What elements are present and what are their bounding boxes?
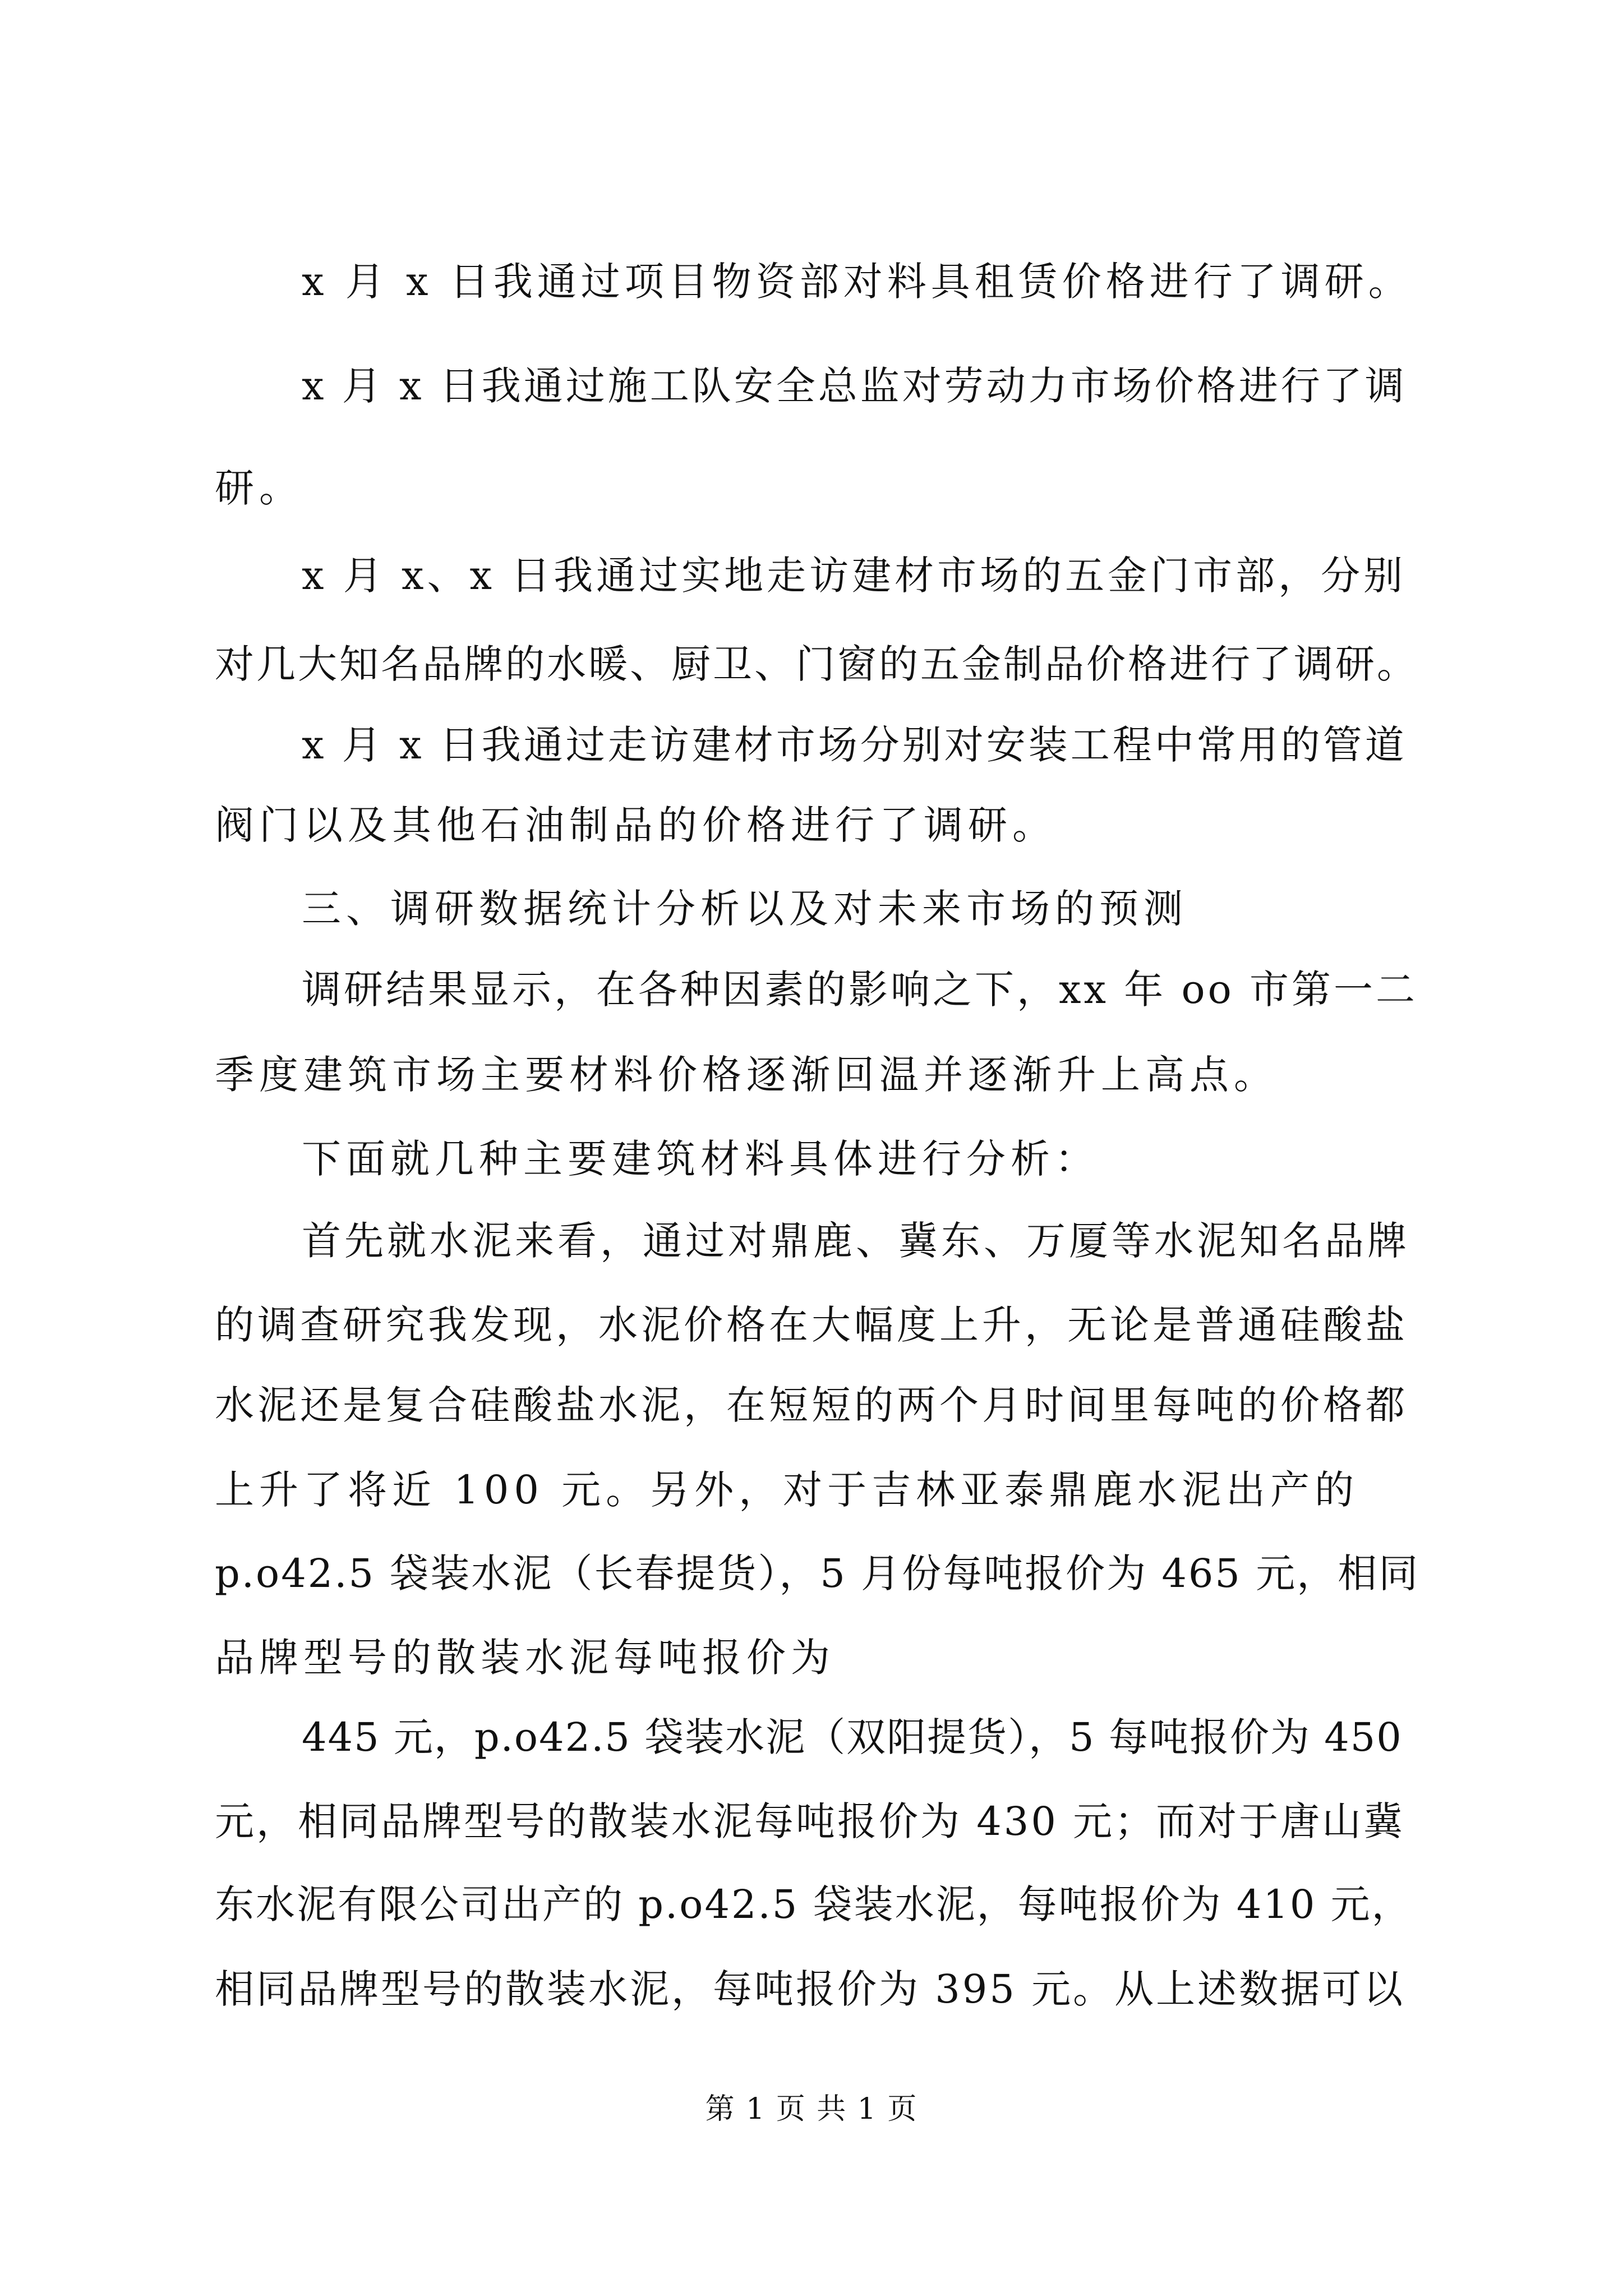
paragraph-line: 上升了将近 100 元。另外，对于吉林亚泰鼎鹿水泥出产的 (215, 1467, 1359, 1513)
paragraph-line: 下面就几种主要建筑材料具体进行分析： (302, 1136, 1099, 1182)
section-heading: 三、调研数据统计分析以及对未来市场的预测 (302, 886, 1188, 932)
paragraph-line: 相同品牌型号的散装水泥，每吨报价为 395 元。从上述数据可以 (215, 1966, 1405, 2012)
paragraph-line: 445 元，p.o42.5 袋装水泥（双阳提货），5 每吨报价为 450 (302, 1714, 1403, 1760)
paragraph-line: 研。 (215, 465, 303, 511)
paragraph-line: 阀门以及其他石油制品的价格进行了调研。 (215, 802, 1057, 848)
paragraph-line: x 月 x 日我通过施工队安全总监对劳动力市场价格进行了调 (302, 363, 1407, 409)
paragraph-line: x 月 x、x 日我通过实地走访建材市场的五金门市部，分别 (302, 553, 1407, 599)
paragraph-line: 水泥还是复合硅酸盐水泥，在短短的两个月时间里每吨的价格都 (215, 1382, 1408, 1428)
paragraph-line: 对几大知名品牌的水暖、厨卫、门窗的五金制品价格进行了调研。 (215, 641, 1418, 687)
paragraph-line: 调研结果显示，在各种因素的影响之下，xx 年 oo 市第一二 (302, 967, 1418, 1013)
paragraph-line: p.o42.5 袋装水泥（长春提货），5 月份每吨报价为 465 元，相同 (215, 1550, 1420, 1596)
paragraph-line: 东水泥有限公司出产的 p.o42.5 袋装水泥，每吨报价为 410 元， (215, 1881, 1413, 1927)
page-number-footer: 第 1 页 共 1 页 (705, 2092, 918, 2126)
paragraph-line: 首先就水泥来看，通过对鼎鹿、冀东、万厦等水泥知名品牌 (302, 1218, 1410, 1264)
paragraph-line: x 月 x 日我通过项目物资部对料具租赁价格进行了调研。 (302, 259, 1412, 305)
paragraph-line: 元，相同品牌型号的散装水泥每吨报价为 430 元；而对于唐山冀 (215, 1798, 1405, 1844)
paragraph-line: 季度建筑市场主要材料价格逐渐回温并逐渐升上高点。 (215, 1052, 1278, 1098)
paragraph-line: 的调查研究我发现，水泥价格在大幅度上升，无论是普通硅酸盐 (215, 1302, 1408, 1348)
paragraph-line: x 月 x 日我通过走访建材市场分别对安装工程中常用的管道 (302, 722, 1407, 768)
paragraph-line: 品牌型号的散装水泥每吨报价为 (215, 1635, 835, 1681)
